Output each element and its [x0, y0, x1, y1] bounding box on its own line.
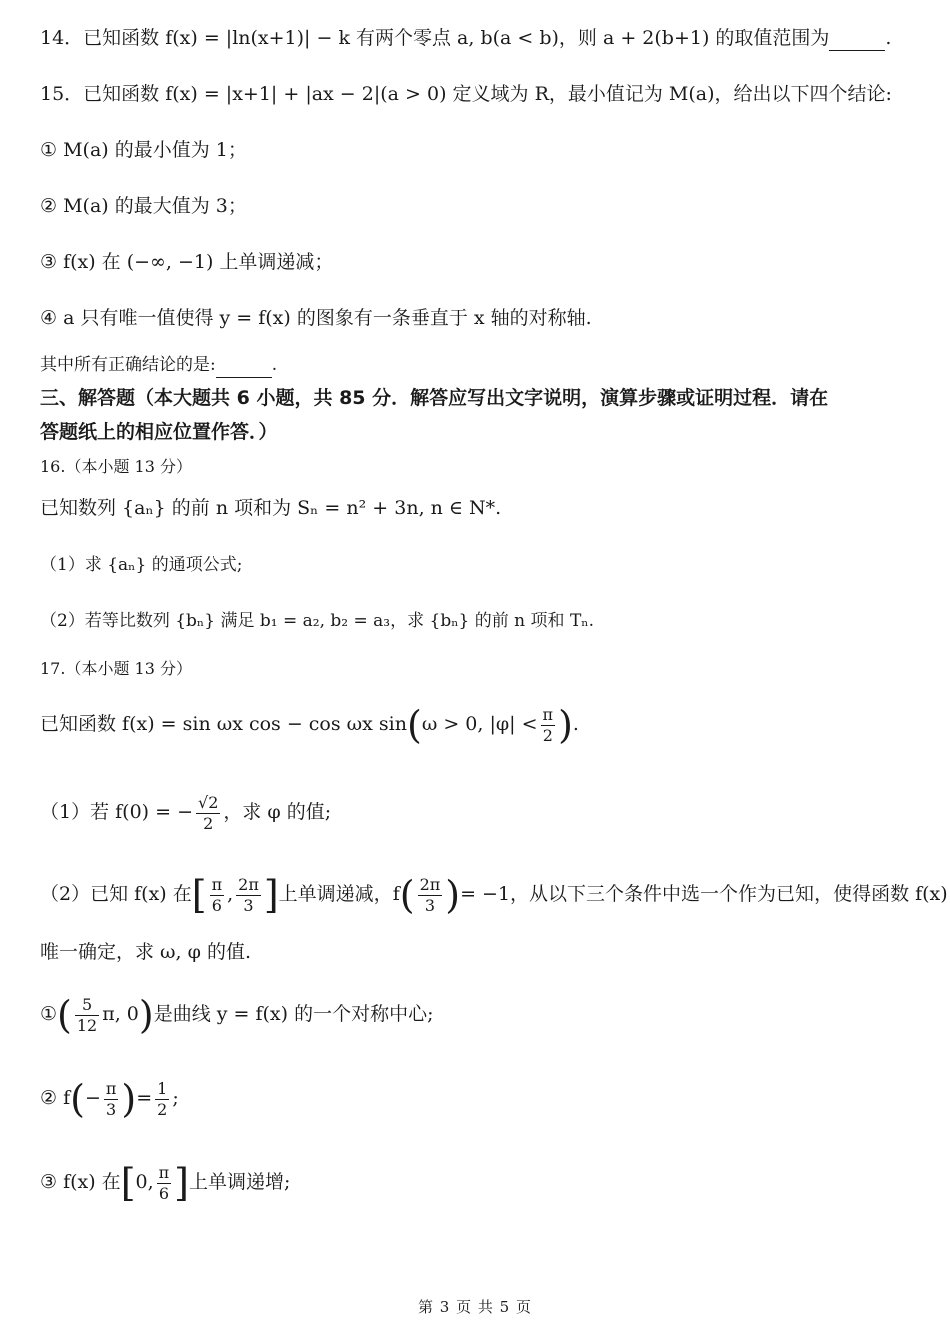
question-17-part-2-mono: 上单调递减， [278, 883, 393, 905]
question-15-ending [40, 353, 277, 378]
conclusion-1: ① M(a) 的最小值为 1； [40, 139, 247, 161]
conclusion-3: ③ f(x) 在 (−∞, −1) 上单调递减； [40, 251, 334, 273]
right-paren: ) [558, 703, 573, 747]
conclusion-4: ④ a 只有唯一值使得 y = f(x) 的图象有一条垂直于 x 轴的对称轴. [40, 307, 592, 329]
question-17-header: 17.（本小题 13 分） [40, 659, 192, 678]
fraction-pi-over-6: $\frac{\pi}{6}$ [211, 874, 223, 915]
question-15-ending-text: 其中所有正确结论的是: [40, 355, 216, 375]
fraction-sqrt2-over-2: $\frac{√2}{2}$ [198, 792, 219, 833]
question-16-stem: 已知数列 {aₙ} 的前 n 项和为 Sₙ = n² + 3n, n ∈ N*. [40, 497, 502, 519]
question-17-stem: 已知函数 f(x) = sin ωx cos − cos ωx sin(ω > 0, |φ| < $\frac{\pi}{2}$ ). [40, 703, 579, 747]
answer-blank [216, 353, 272, 378]
section-3-heading-line-1: 三、解答题（本大题共 6 小题，共 85 分．解答应写出文字说明，演算步骤或证明过程．请在 [40, 387, 829, 409]
condition-3: ③ f(x) 在[0, $\frac{\pi}{6}$ ]上单调递增; [40, 1161, 291, 1205]
question-17-part-1 [40, 792, 331, 834]
condition-1-text: 是曲线 y = f(x) 的一个对称中心; [153, 1003, 434, 1025]
question-17-condition: ω > 0, |φ| < [421, 713, 538, 735]
question-16-part-2: （2）若等比数列 {bₙ} 满足 b₁ = a₂, b₂ = a₃，求 {bₙ} 的前 n 项和 Tₙ. [40, 611, 595, 631]
fraction-pi-over-3: $\frac{\pi}{3}$ [105, 1078, 117, 1119]
question-16-part-1: （1）求 {aₙ} 的通项公式; [40, 555, 243, 575]
fraction-5-over-12: $\frac{5}{12}$ [76, 994, 98, 1035]
question-17-part-2-text: （2）已知 f(x) 在 [40, 883, 192, 905]
condition-3-text: 上单调递增; [189, 1171, 291, 1193]
conclusion-2: ② M(a) 的最大值为 3； [40, 195, 247, 217]
condition-2: ② f(− $\frac{\pi}{3}$ )= $\frac{1}{2}$ ; [40, 1077, 179, 1121]
question-17-part-2-line-2: 唯一确定，求 ω, φ 的值. [40, 941, 251, 963]
question-15 [40, 82, 892, 106]
fraction-pi-over-6: $\frac{\pi}{6}$ [158, 1162, 170, 1203]
answer-blank [829, 26, 885, 51]
left-paren: ( [406, 703, 422, 747]
function-f: f [392, 883, 400, 905]
question-14-end: . [885, 27, 892, 49]
fraction-pi-over-2: $\frac{\pi}{2}$ [542, 704, 554, 745]
question-14-text: 14．已知函数 f(x) = |ln(x+1)| − k 有两个零点 a, b(a < b)，则 a + 2(b+1) 的取值范围为 [40, 27, 830, 49]
question-17-part-1-ask: ，求 φ 的值; [223, 801, 332, 823]
page-footer: 第 3 页 共 5 页 [418, 1298, 532, 1316]
question-15-text: 15．已知函数 f(x) = |x+1| + |ax − 2|(a > 0) 定义域为 R，最小值记为 M(a)，给出以下四个结论: [40, 83, 892, 105]
fraction-1-over-2: $\frac{1}{2}$ [157, 1078, 168, 1119]
question-16-header: 16.（本小题 13 分） [40, 457, 192, 476]
question-17-part-2: （2）已知 f(x) 在[ $\frac{\pi}{6}$ , $\frac{2\pi}{3}$ ]上单调递减，f( $\frac{2\pi}{3}$ )= −1，从以下三个条件中选一个作为已知，使得函数 f(x) [40, 873, 948, 917]
fraction-2pi-over-3: $\frac{2\pi}{3}$ [238, 874, 259, 915]
condition-1: ①( $\frac{5}{12}$ π, 0)是曲线 y = f(x) 的一个对称中心; [40, 993, 434, 1037]
question-17-stem-text: 已知函数 f(x) = sin ωx cos − cos ωx sin [40, 713, 407, 735]
question-15-ending-dot: . [271, 355, 278, 375]
question-17-part-1-text: （1）若 f(0) = − [40, 801, 193, 823]
question-17-part-2-choice: = −1，从以下三个条件中选一个作为已知，使得函数 f(x) [460, 883, 948, 905]
section-3-heading-line-2: 答题纸上的相应位置作答．） [40, 421, 278, 443]
fraction-2pi-over-3: $\frac{2\pi}{3}$ [419, 874, 441, 915]
question-14 [40, 26, 891, 51]
